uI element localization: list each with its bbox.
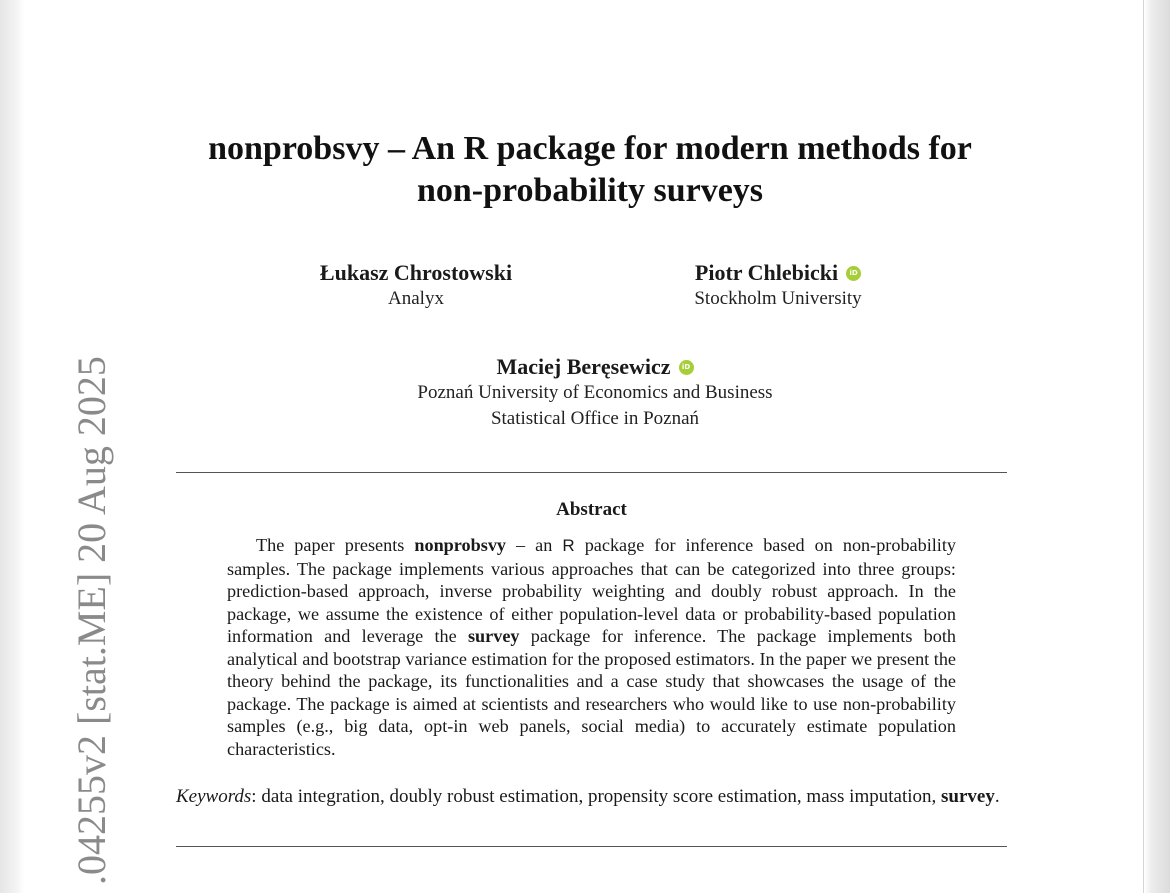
package-name: nonprobsvy <box>414 535 507 555</box>
orcid-icon[interactable]: iD <box>846 266 861 281</box>
keywords-label: Keywords <box>176 786 252 807</box>
package-name: survey <box>467 626 520 646</box>
author-affiliation: Poznań University of Economics and Business <box>417 382 773 403</box>
keywords: Keywords: data integration, doubly robust estimation, propensity score estimation, mass imputation, survey. <box>176 786 1000 807</box>
orcid-icon[interactable]: iD <box>679 360 694 375</box>
paper-title <box>170 128 1010 212</box>
bottom-rule <box>176 846 1007 847</box>
author-name: Piotr Chlebicki iD <box>695 260 861 286</box>
abstract-text: The paper presents nonprobsvy – an R package for inference based on non-probability samples. The package implements various approaches that can be categorized into three groups: prediction-based approach, inverse probability weighting and doubly robust approach. In the package, we assume the existence of either population-level data or probability-based population information and leverage the survey package for inference. The package implements both analytical and bootstrap variance estimation for the proposed estimators. In the paper we present the theory behind the package, its functionalities and a case study that showcases the usage of the package. The package is aimed at scientists and researchers who would like to use non-probability samples (e.g., big data, opt-in web panels, social media) to accurately estimate population characteristics. <box>227 535 957 759</box>
author-block-2 <box>648 260 908 312</box>
top-rule <box>176 472 1007 473</box>
author-block-3 <box>330 354 860 432</box>
abstract-heading: Abstract <box>556 499 627 520</box>
page-right-edge <box>1143 0 1170 893</box>
title-line-2: non-probability surveys <box>416 172 764 209</box>
author-name: Maciej Beręsewicz iD <box>496 354 693 380</box>
author-affiliation: Stockholm University <box>694 288 862 309</box>
title-line-1: nonprobsvy – An R package for modern methods for <box>208 130 972 167</box>
page-left-edge <box>0 0 24 893</box>
r-language-name: R <box>562 536 575 555</box>
author-affiliation: Statistical Office in Poznań <box>490 408 700 429</box>
arxiv-identifier-stamp: .04255v2 [stat.ME] 20 Aug 2025 <box>69 356 114 885</box>
author-block-1 <box>281 260 551 312</box>
author-affiliation: Analyx <box>388 288 444 309</box>
author-name: Łukasz Chrostowski <box>319 260 513 285</box>
keyword-package: survey <box>941 786 995 807</box>
